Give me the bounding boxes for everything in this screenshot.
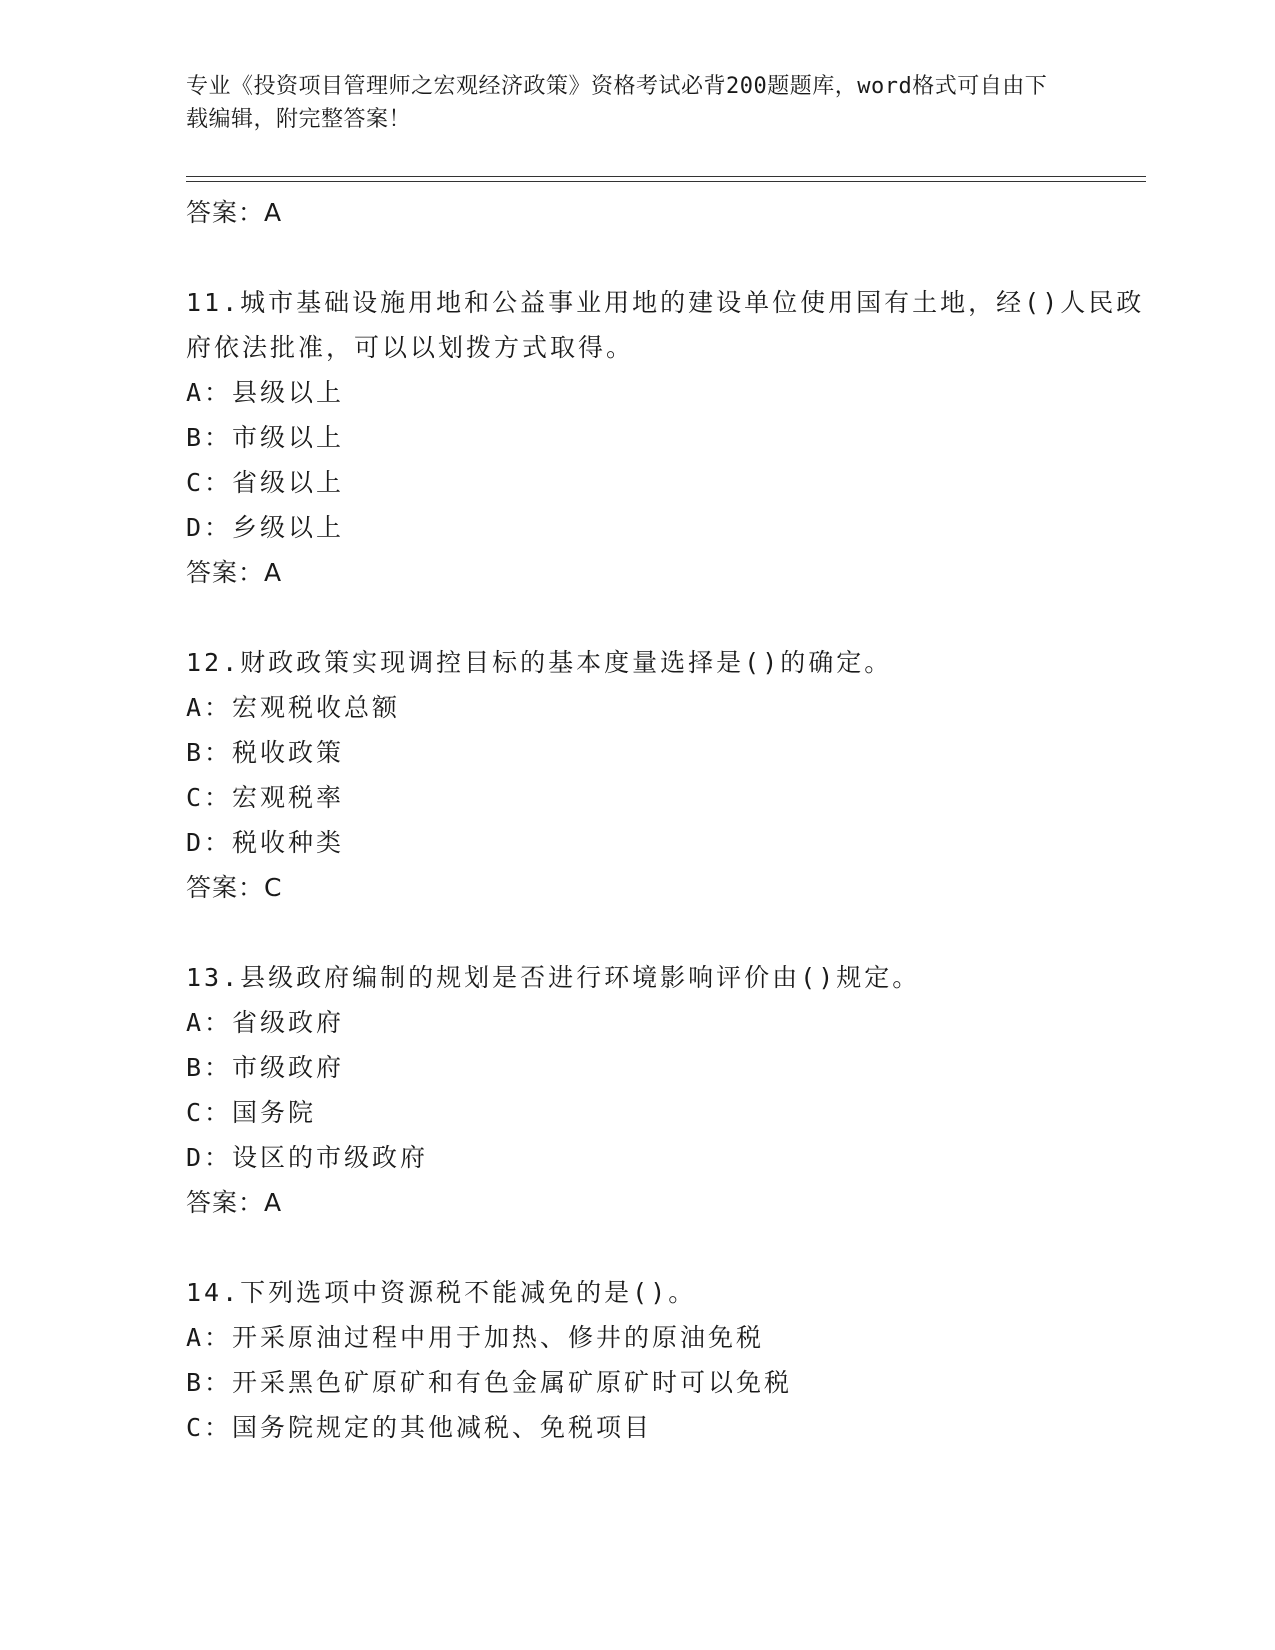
question-11 — [186, 280, 1146, 595]
option-a: A：省级政府 — [186, 1008, 345, 1037]
option-c: C：国务院 — [186, 1098, 317, 1127]
option-d: D：税收种类 — [186, 828, 345, 857]
question-14 — [186, 1270, 1146, 1450]
option-b: B：开采黑色矿原矿和有色金属矿原矿时可以免税 — [186, 1368, 793, 1397]
question-answer: 答案：A — [186, 558, 283, 587]
option-c: C：宏观税率 — [186, 783, 345, 812]
question-12 — [186, 640, 1146, 910]
option-c: C：省级以上 — [186, 468, 345, 497]
option-d: D：设区的市级政府 — [186, 1143, 429, 1172]
document-header: 专业《投资项目管理师之宏观经济政策》资格考试必背200题题库，word格式可自由下载编辑，附完整答案！ — [186, 74, 1048, 132]
option-b: B：市级以上 — [186, 423, 345, 452]
header-divider — [186, 176, 1146, 182]
document-page — [186, 70, 1146, 1450]
question-answer: 答案：C — [186, 873, 283, 902]
option-d: D：乡级以上 — [186, 513, 345, 542]
option-c: C：国务院规定的其他减税、免税项目 — [186, 1413, 653, 1442]
question-stem: 14.下列选项中资源税不能减免的是()。 — [186, 1278, 697, 1307]
option-b: B：税收政策 — [186, 738, 345, 767]
option-a: A：开采原油过程中用于加热、修井的原油免税 — [186, 1323, 765, 1352]
option-a: A：宏观税收总额 — [186, 693, 401, 722]
question-stem: 13.县级政府编制的规划是否进行环境影响评价由()规定。 — [186, 963, 921, 992]
previous-answer: 答案：A — [186, 198, 283, 227]
question-13 — [186, 955, 1146, 1225]
option-a: A：县级以上 — [186, 378, 345, 407]
option-b: B：市级政府 — [186, 1053, 345, 1082]
question-stem: 12.财政政策实现调控目标的基本度量选择是()的确定。 — [186, 648, 893, 677]
question-stem: 11.城市基础设施用地和公益事业用地的建设单位使用国有土地，经()人民政府依法批准，可以以划拨方式取得。 — [186, 288, 1145, 362]
question-answer: 答案：A — [186, 1188, 283, 1217]
